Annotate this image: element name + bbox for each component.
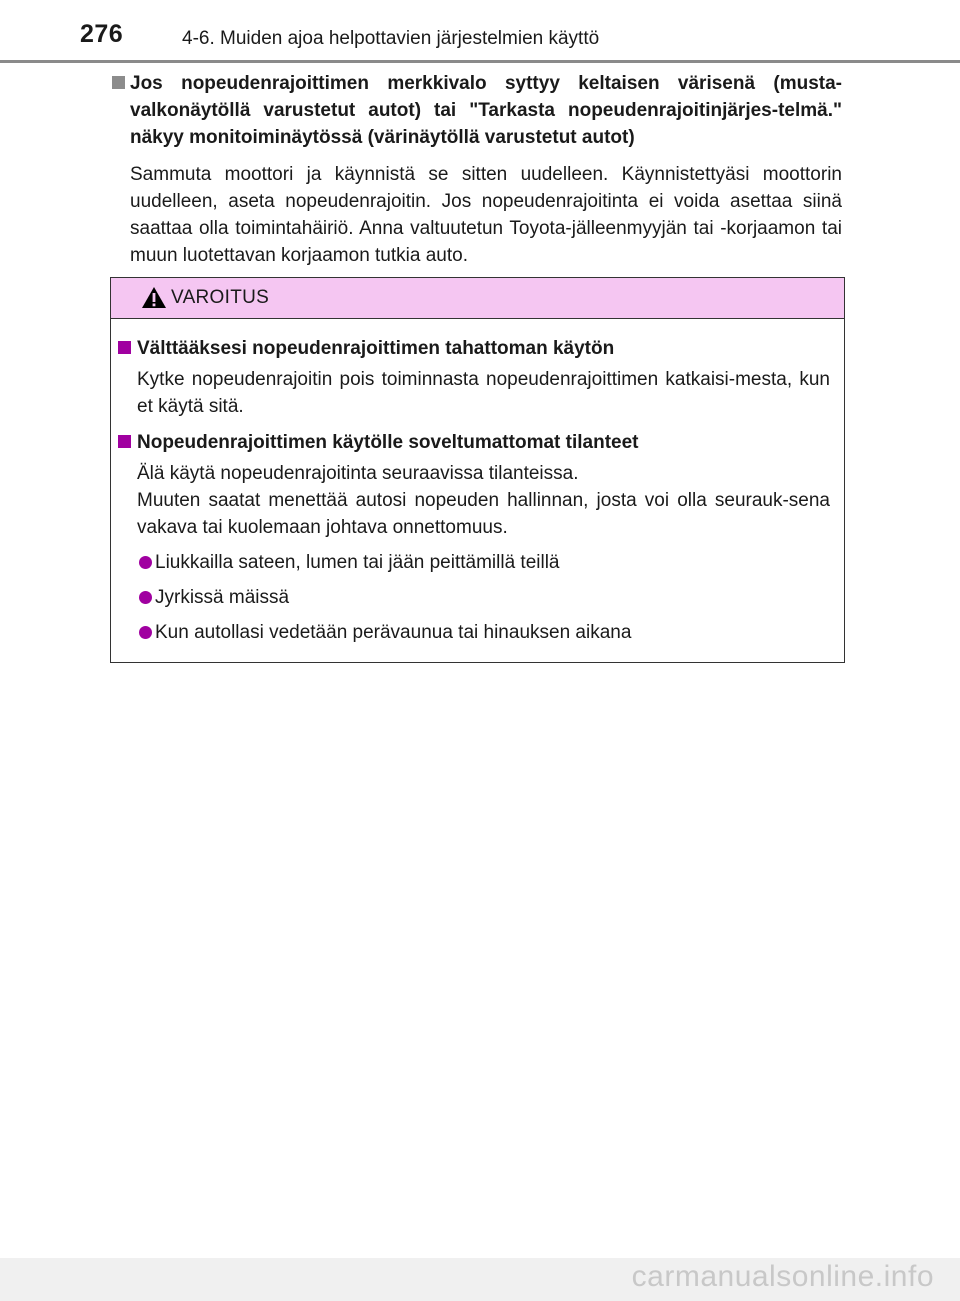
round-bullet-icon [139,591,152,604]
topic-body: Sammuta moottori ja käynnistä se sitten uudelleen. Käynnistettyäsi moottorin uudelleen, aseta nopeudenrajoitin. Jos nopeudenrajoitinta ei voida asettaa siinä saattaa olla toimintahäiriö. Anna valtuutetun Toyota-jälleenmyyjän tai -korjaamon tai muun luotettavan korjaamon tutkia auto. [130,164,842,266]
topic-heading-text: Jos nopeudenrajoittimen merkkivalo syttyy keltaisen värisenä (musta-valkonäytöllä varustetut autot) tai "Tarkasta nopeudenrajoitinjärjes-telmä." näkyy monitoiminäytössä (värinäytöllä varustetut autot) [130,73,842,148]
round-bullet-icon [139,626,152,639]
square-bullet-icon [118,435,131,448]
square-bullet-icon [112,76,125,89]
list-item-text: Kun autollasi vedetään perävaunua tai hinauksen aikana [155,622,632,643]
warning-header [111,278,844,319]
topic-block [110,70,842,269]
header-divider [0,60,960,63]
warning-content [111,319,844,646]
footer [0,1258,960,1301]
warning-section-heading [115,335,830,362]
list-item [115,549,830,576]
warning-box [110,277,845,663]
list-item-text: Jyrkissä mäissä [155,587,290,608]
warning-title: VAROITUS [171,287,270,308]
warning-section-heading [115,429,830,456]
warning-paragraph: Kytke nopeudenrajoitin pois toiminnasta nopeudenrajoittimen katkaisi-mesta, kun et käytä sitä. [137,369,830,417]
warning-section-heading-text: Nopeudenrajoittimen käytölle soveltumattomat tilanteet [137,432,639,453]
list-item [115,619,830,646]
topic-heading [110,70,842,151]
watermark-text[interactable]: carmanualsonline.info [631,1260,934,1293]
warning-section-heading-text: Välttääksesi nopeudenrajoittimen tahattoman käytön [137,338,615,359]
page-number: 276 [80,20,124,48]
warning-paragraph: Älä käytä nopeudenrajoitinta seuraavissa tilanteissa. [137,463,579,484]
section-title: 4-6. Muiden ajoa helpottavien järjestelmien käyttö [182,28,600,49]
list-item [115,584,830,611]
round-bullet-icon [139,556,152,569]
warning-triangle-icon [141,286,167,309]
page-header [0,0,960,66]
square-bullet-icon [118,341,131,354]
list-item-text: Liukkailla sateen, lumen tai jään peittämillä teillä [155,552,560,573]
warning-paragraph: Muuten saatat menettää autosi nopeuden hallinnan, josta voi olla seurauk-sena vakava tai kuolemaan johtava onnettomuus. [137,490,830,538]
